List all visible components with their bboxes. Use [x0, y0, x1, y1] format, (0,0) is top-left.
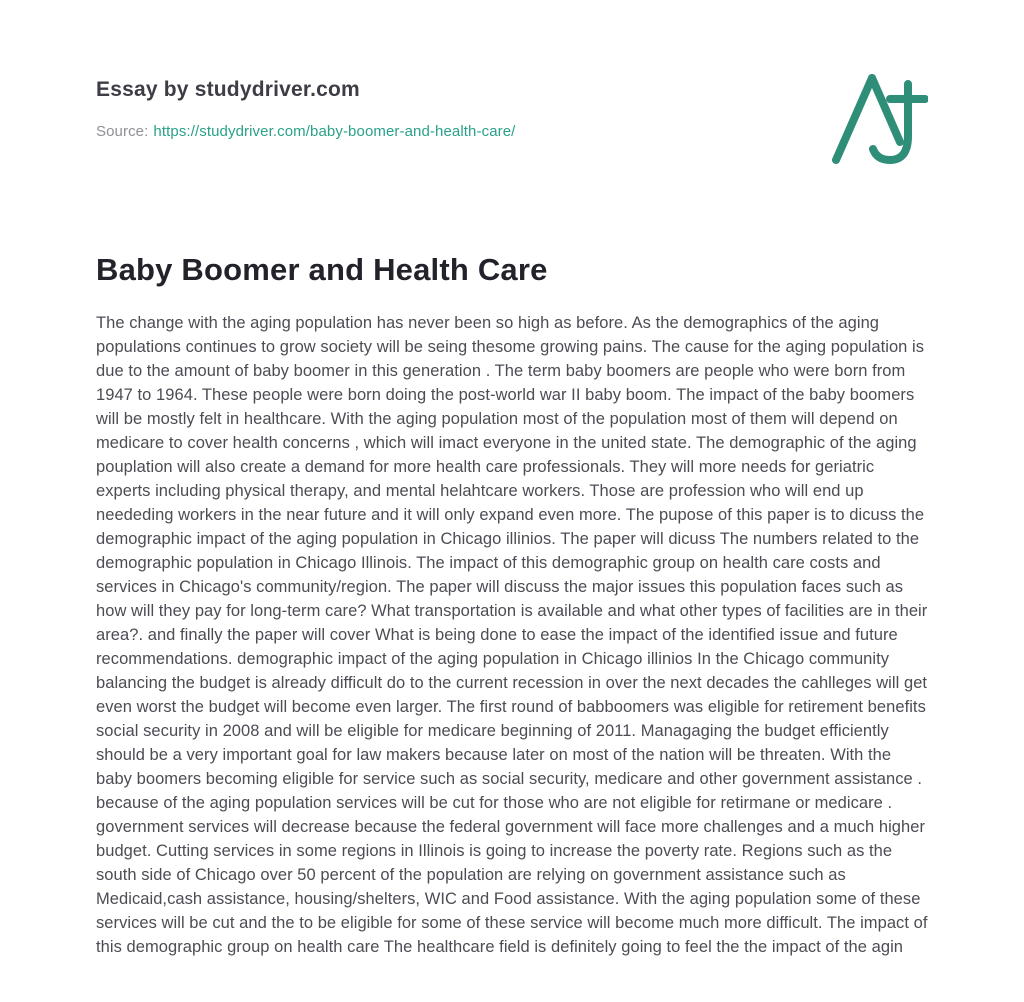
article-title: Baby Boomer and Health Care	[96, 252, 548, 287]
article	[96, 252, 928, 959]
page-header	[96, 78, 928, 140]
studydriver-logo-icon	[826, 70, 928, 164]
byline: Essay by studydriver.com	[96, 78, 360, 101]
source-link[interactable]: https://studydriver.com/baby-boomer-and-health-care/	[153, 123, 516, 140]
source-label: Source:	[96, 123, 149, 140]
source-line	[96, 123, 928, 140]
article-body: The change with the aging population has never been so high as before. As the demographics of the aging populations continues to grow society will be seing thesome growing pains. The cause for the aging population is due to the amount of baby boomer in this generation . The term baby boomers are people who were born from 1947 to 1964. These people were born doing the post-world war II baby boom. The impact of the baby boomers will be mostly felt in healthcare. With the aging population most of the population most of them will depend on medicare to cover health concerns , which will imact everyone in the united state. The demographic of the aging pouplation will also create a demand for more health care professionals. They will more needs for geriatric experts including physical therapy, and mental helahtcare workers. Those are profession who will end up neededing workers in the near future and it will only expand even more. The pupose of this paper is to dicuss the demographic impact of the aging population in Chicago illinios. The paper will dicuss The numbers related to the demographic population in Chicago Illinois. The impact of this demographic group on health care costs and services in Chicago's community/region. The paper will discuss the major issues this population faces such as how will they pay for long-term care? What transportation is available and what other types of facilities are in their area?. and finally the paper will cover What is being done to ease the impact of the identified issue and future recommendations. demographic impact of the aging population in Chicago illinios In the Chicago community balancing the budget is already difficult do to the current recession in over the next decades the cahlleges will get even worst the budget will become even larger. The first round of babboomers was eligible for retirement benefits social security in 2008 and will be eligible for medicare beginning of 2011. Managaging the budget efficiently should be a very important goal for law makers because later on most of the nation will be threaten. With the baby boomers becoming eligible for service such as social security, medicare and other government assistance . because of the aging population services will be cut for those who are not eligible for retirmane or medicare . government services will decrease because the federal government will face more challenges and a much higher budget. Cutting services in some regions in Illinois is going to increase the poverty rate. Regions such as the south side of Chicago over 50 percent of the population are relying on government assistance such as Medicaid,cash assistance, housing/shelters, WIC and Food assistance. With the aging population some of these services will be cut and the to be eligible for some of these service will become much more difficult. The impact of this demographic group on health care The healthcare field is definitely going to feel the the impact of the agin	[96, 313, 928, 956]
